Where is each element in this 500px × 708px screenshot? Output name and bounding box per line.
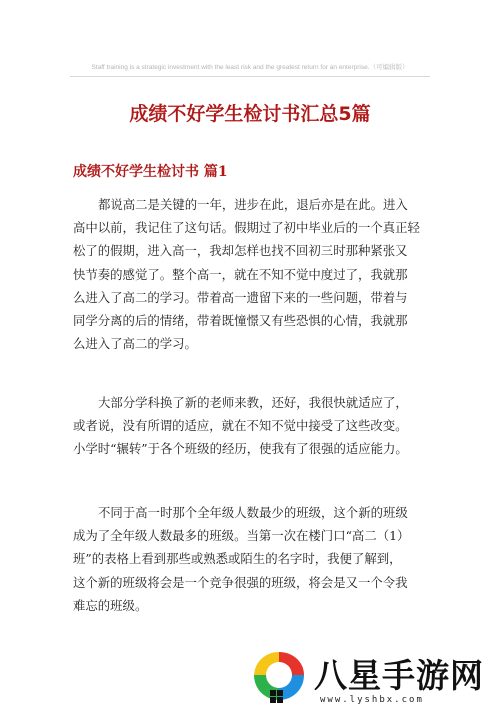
site-logo-icon bbox=[248, 648, 310, 706]
paragraph-line: 班”的表格上看到那些或熟悉或陌生的名字时，我便了解到， bbox=[73, 551, 402, 567]
paragraph-line: 高中以前，我记住了这句话。假期过了初中毕业后的一个真正轻 bbox=[73, 220, 420, 236]
site-watermark bbox=[248, 648, 500, 708]
watermark-site-url: www.lyshbx.com bbox=[320, 695, 424, 705]
paragraph-line: 都说高二是关键的一年，进步在此，退后亦是在此。进入 bbox=[98, 197, 408, 212]
watermark-site-name: 八星手游网 bbox=[314, 656, 484, 695]
section-title: 成绩不好学生检讨书 篇1 bbox=[73, 164, 228, 180]
paragraph-line: 或者说，没有所谓的适应，就在不知不觉中接受了这些改变。 bbox=[73, 418, 408, 434]
paragraph-line: 这个新的班级将会是一个竞争很强的班级，将会是又一个令我 bbox=[73, 574, 408, 590]
header-note: Staff training is a strategic investment with the least risk and the greatest return for an enterprise.（可编辑版） bbox=[91, 64, 409, 71]
paragraph-line: 大部分学科换了新的老师来教，还好，我很快就适应了， bbox=[98, 395, 408, 410]
header-divider bbox=[70, 76, 430, 77]
paragraph-1 bbox=[73, 193, 427, 355]
document-title: 成绩不好学生检讨书汇总5篇 bbox=[129, 103, 371, 125]
paragraph-line: 快节奏的感觉了。整个高一，就在不知不觉中度过了，我就那 bbox=[73, 266, 408, 282]
paragraph-line: 难忘的班级。 bbox=[73, 597, 148, 613]
paragraph-2 bbox=[73, 391, 427, 461]
paragraph-line: 么进入了高二的学习。带着高一遗留下来的一些问题，带着与 bbox=[73, 289, 408, 305]
paragraph-line: 成为了全年级人数最多的班级。当第一次在楼门口“高二（1） bbox=[73, 528, 410, 544]
paragraph-line: 么进入了高二的学习。 bbox=[73, 336, 197, 352]
paragraph-line: 不同于高一时那个全年级人数最少的班级，这个新的班级 bbox=[98, 505, 408, 520]
paragraph-line: 同学分离的后的情绪，带着既憧憬又有些恐惧的心情，我就那 bbox=[73, 313, 408, 329]
paragraph-line: 小学时“辗转”于各个班级的经历，使我有了很强的适应能力。 bbox=[73, 441, 408, 457]
paragraph-3 bbox=[73, 501, 427, 617]
paragraph-line: 松了的假期，进入高一，我却怎样也找不回初三时那种紧张又 bbox=[73, 243, 408, 259]
